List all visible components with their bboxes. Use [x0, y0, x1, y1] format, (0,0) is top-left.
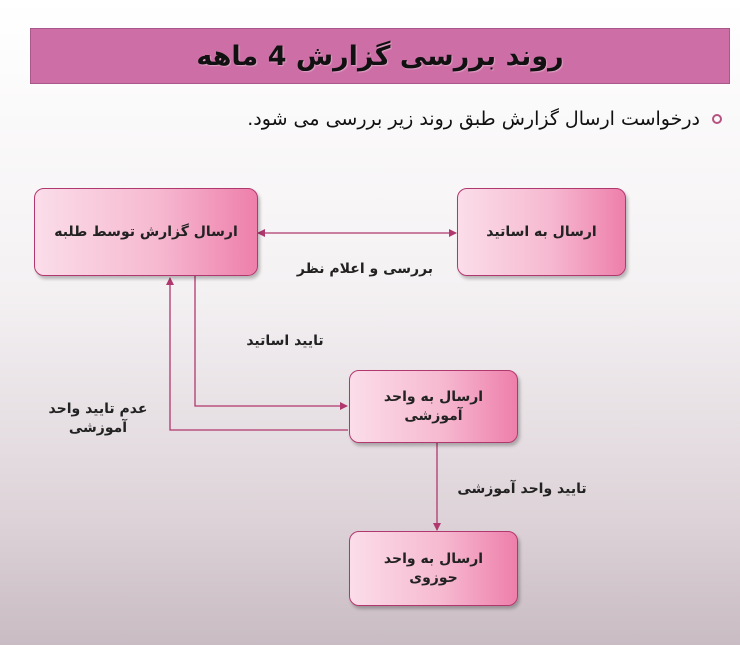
label-approve-professors: تایید اساتید — [246, 333, 324, 349]
node-send-to-education-label: ارسال به واحد آموزشی — [383, 388, 484, 424]
node-send-to-hawza — [349, 531, 518, 606]
bullet-text: درخواست ارسال گزارش طبق روند زیر بررسی می شود. — [247, 108, 700, 130]
node-send-to-professors — [457, 188, 626, 276]
node-student-report — [34, 188, 258, 276]
label-reject-education: عدم تایید واحد آموزشی — [48, 401, 148, 436]
node-student-report-label: ارسال گزارش توسط طلبه — [54, 223, 238, 240]
label-approve-education: تایید واحد آموزشی — [457, 481, 587, 497]
node-send-to-hawza-label: ارسال به واحد حوزوی — [383, 550, 484, 586]
page-title: روند بررسی گزارش 4 ماهه — [196, 40, 564, 72]
label-review: بررسی و اعلام نظر — [296, 261, 434, 277]
node-send-to-professors-label: ارسال به اساتید — [486, 223, 597, 240]
node-send-to-education — [349, 370, 518, 443]
arrow-education-student — [170, 278, 348, 430]
